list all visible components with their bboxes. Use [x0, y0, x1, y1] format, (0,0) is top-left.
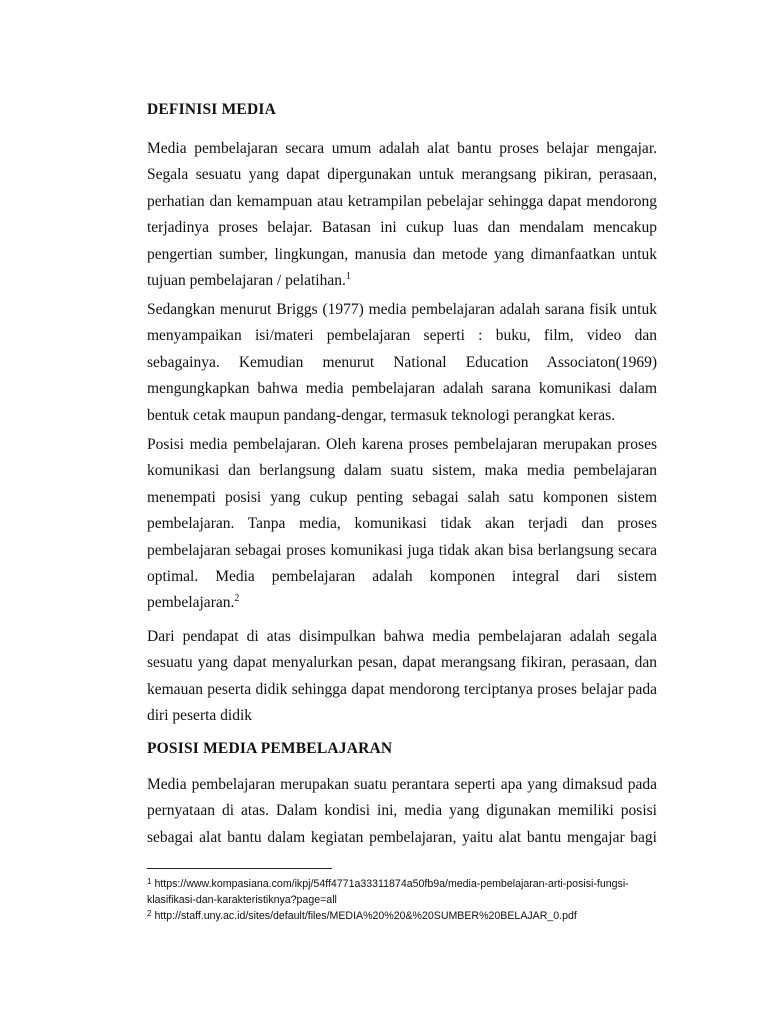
paragraph-conclusion: Dari pendapat di atas disimpulkan bahwa media pembelajaran adalah segala sesuatu yang dapat menyalurkan pesan, dapat merangsang fikiran, perasaan, dan kemauan peserta didik sehingga dapat mendorong terciptanya proses belajar pada diri peserta didik [147, 628, 657, 725]
section-heading-definisi-media: DEFINISI MEDIA [147, 101, 276, 118]
footnote-divider [147, 868, 332, 869]
paragraph-briggs: Sedangkan menurut Briggs (1977) media pembelajaran adalah sarana fisik untuk menyampaikan isi/materi pembelajaran seperti : buku, film, video dan sebagainya. Kemudian menurut National Education Associaton(1969) mengungkapkan bahwa media pembelajaran adalah sarana komunikasi dalam bentuk cetak maupun pandang-dengar, termasuk teknologi perangkat keras. [147, 301, 657, 424]
footnote-link[interactable]: https://www.kompasiana.com/ikpj/54ff4771a33311874a50fb9a/media-pembelajaran-arti-posisi-fungsi-klasifikasi-dan-karakteristiknya?page=all [147, 878, 629, 906]
footnote-ref-2: 2 [234, 593, 240, 605]
paragraph-posisi-media-text: Posisi media pembelajaran. Oleh karena proses pembelajaran merupakan proses komunikasi dan berlangsung dalam suatu sistem, maka media pembelajaran menempati posisi yang cukup penting sebagai salah satu komponen sistem pembelajaran. Tanpa media, komunikasi tidak akan terjadi dan proses pembelajaran sebagai proses komunikasi juga tidak akan bisa berlangsung secara optimal. Media pembelajaran adalah komponen integral dari sistem pembelajaran. [147, 436, 657, 612]
footnote-2 [147, 908, 657, 924]
footnote-link[interactable]: http://staff.uny.ac.id/sites/default/files/MEDIA%20%20&%20SUMBER%20BELAJAR_0.pdf [154, 910, 577, 922]
footnote-number: 2 [147, 909, 152, 918]
footnote-1 [147, 876, 657, 908]
paragraph-definition [147, 136, 657, 294]
paragraph-perantara: Media pembelajaran merupakan suatu perantara seperti apa yang dimaksud pada pernyataan di atas. Dalam kondisi ini, media yang digunakan memiliki posisi sebagai alat bantu dalam kegiatan pembelajaran, yaitu alat bantu mengajar bagi [147, 776, 657, 846]
footnote-number: 1 [147, 877, 152, 886]
paragraph-posisi-media [147, 432, 657, 617]
section-heading-posisi-media: POSISI MEDIA PEMBELAJARAN [147, 740, 393, 757]
paragraph-definition-text: Media pembelajaran secara umum adalah alat bantu proses belajar mengajar. Segala sesuatu yang dapat dipergunakan untuk merangsang pikiran, perasaan, perhatian dan kemampuan atau ketrampilan pebelajar sehingga dapat mendorong terjadinya proses belajar. Batasan ini cukup luas dan mendalam mencakup pengertian sumber, lingkungan, manusia dan metode yang dimanfaatkan untuk tujuan pembelajaran / pelatihan. [147, 140, 657, 290]
footnote-ref-1: 1 [345, 270, 351, 282]
footnotes [147, 876, 657, 924]
